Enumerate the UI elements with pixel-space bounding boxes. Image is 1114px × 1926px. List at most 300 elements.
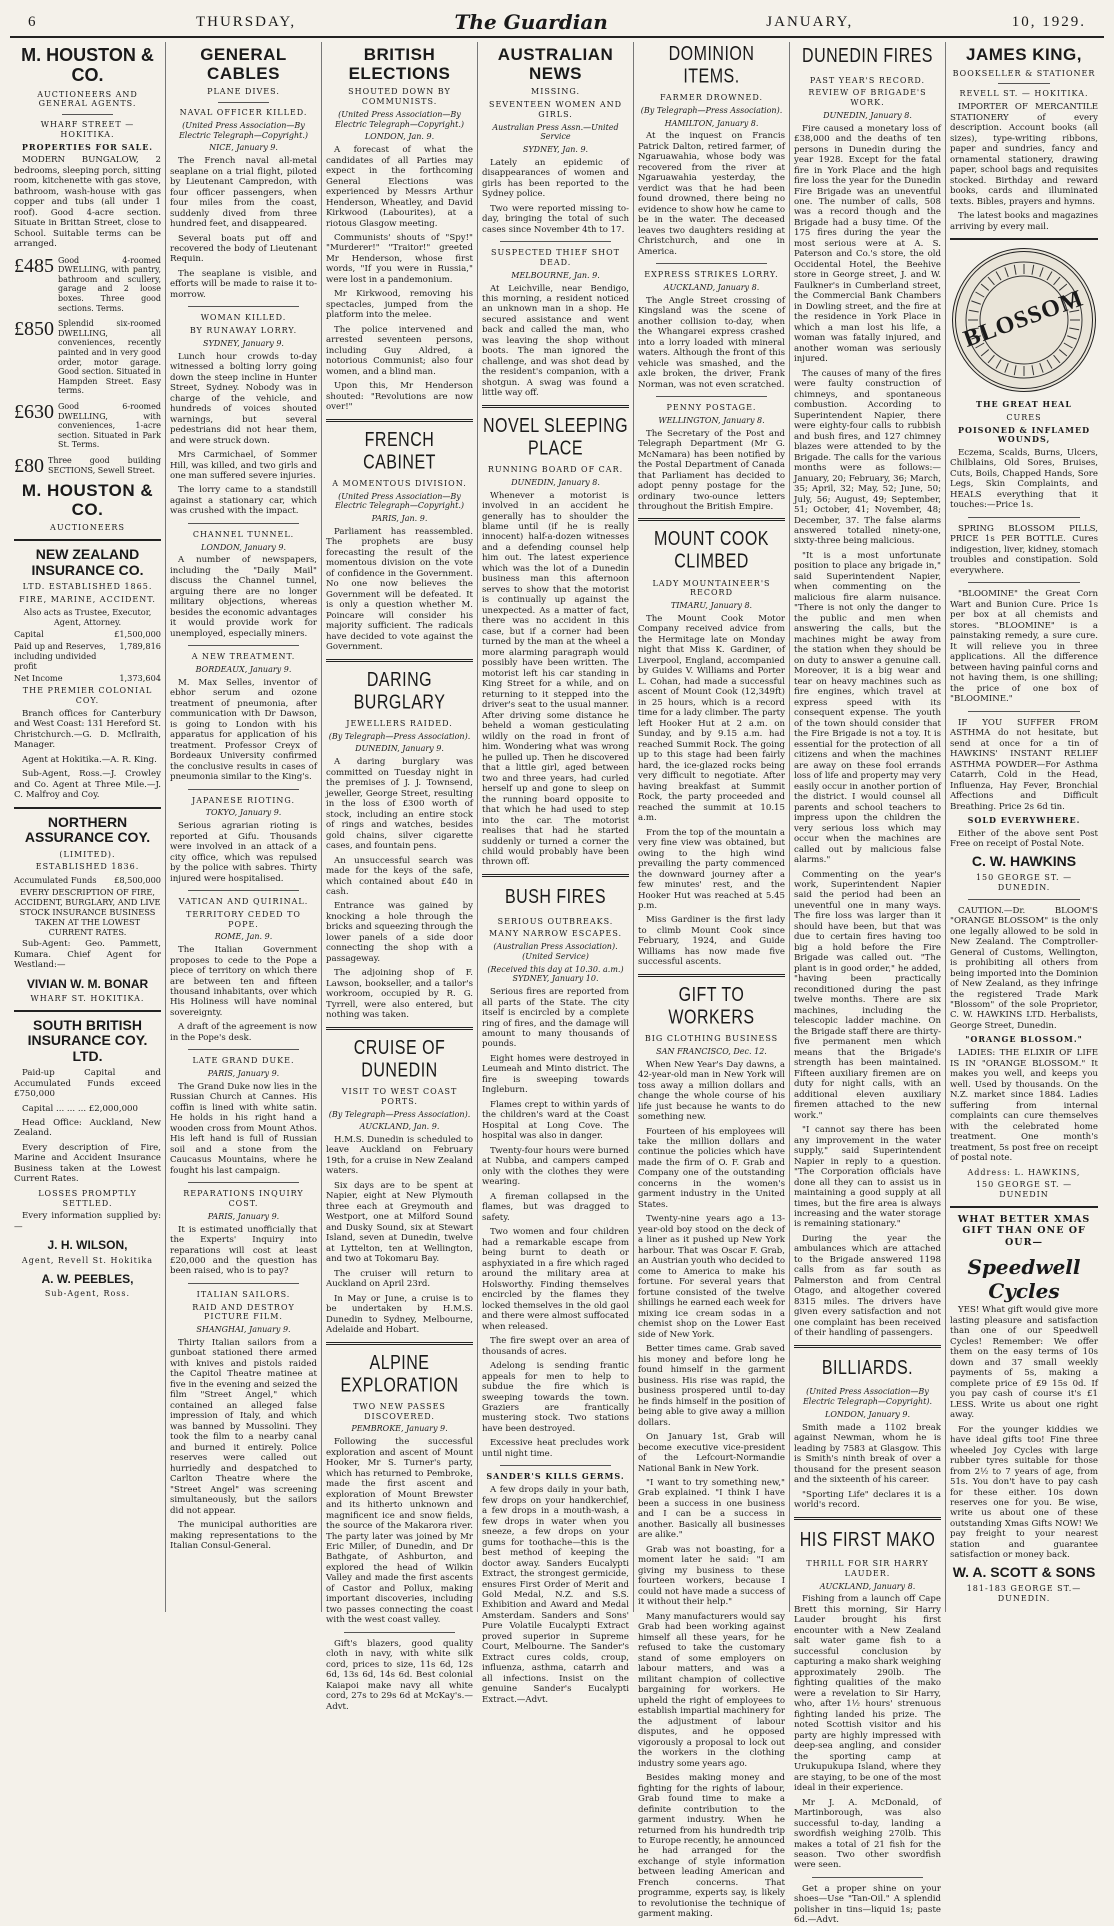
paragraph: Whenever a motorist is involved in an accident he generally has to shoulder the blame until (if he is really innocent) half-a-dozen witnesses and a defending counsel help him out. The latest experience which was the lot of a Dunedin business man this afternoon serves to show that the motorist is continually up against the unexpected. As a matter of fact, there was no accident in this case, but if a corner had been turned by the man at the wheel a more alarming paragraph would possibly have been written. The motorist left his car standing in King Street for a while, and on returning to it stepped into the driver's seat to the usual manner. After driving some distance he beheld a woman gesticulating wildly on the road in front of him. Wondering what was wrong he pulled up. Then he discovered that a little girl, aged between two and three years, had curled herself up and gone to sleep on the running board opposite to that which he had used to step into the car. The motorist realises that had he started suddenly or turned a corner the child would probably have been thrown off. <box>482 490 629 868</box>
source-line: (United Press Association—By Electric Telegraph—Copyright). <box>802 1387 933 1407</box>
paragraph: Fire caused a monetary loss of £38,000 and the deaths of ten persons in Dunedin during the year 1928. Except for the fatal fire in York Place and the high fire loss the year for the Dunedin Fire Brigade was an uneventful one. The number of calls, 508 was a record though and the Brigade had a busy time. Of the 175 fires during the year the most serious were at A. S. Paterson and Co.'s store, the old Occidental Hotel, the Beehive store in George street, J. and W. Faulkner's in Cumberland street, the Commercial Bank Chambers in Dowling street, and the fire at the residence in York Place in which a man lost his life, a woman was fatally injured, and another woman was seriously injured. <box>794 123 941 365</box>
dateline: DUNEDIN, January 8. <box>511 477 600 487</box>
advertisement: Get a proper shine on your shoes—Use "Tan-Oil." A splendid polisher in tins—liquid 1s; paste 6d.—Advt. <box>794 1883 941 1926</box>
divider <box>500 1465 611 1466</box>
cures: CURES <box>1006 412 1042 422</box>
price-text: Splendid six-roomed DWELLING, all conveniences, recently painted and in very good order, motor garage. Good section. Situated in Hampden Street. Easy terms. <box>58 319 161 396</box>
divider <box>794 1517 941 1520</box>
bungalow-ad: MODERN BUNGALOW, 2 bedrooms, sleeping porch, sitting room, kitchenette with gas stove, bathroom, wash-house with gas copper and tubs (all under 1 roof). Good 4-acre section. Situate in Brittan Street, close to School. Suitable terms can be arranged. <box>14 155 161 250</box>
poisoned: POISONED & INFLAMED WOUNDS, <box>957 424 1091 445</box>
figure-value: 1,789,816 <box>119 641 161 652</box>
seal-ray <box>1069 328 1079 330</box>
paragraph: For the younger kiddies we have ideal gifts too! Fine three wheeled Joy Cycles with large rubber tyres suitable for those from 2½ to 7 years of age, from 51s. You don't have to pay cash for these either. 10s down reserves one for you. Be wise, write us about one of these outstanding Xmas Gifts NOW! We pay freight to your nearest station and guarantee satisfaction or money back. <box>950 1424 1098 1561</box>
agent-1: Agent at Hokitika.—A. R. King. <box>22 754 157 765</box>
paragraph: The Secretary of the Post and Telegraph Department (Mr G. McNamara) has been notified by the Postal Department of Canada that Parliament has decided to adopt penny postage for the ordinary two-ounce letters throughout the British Empire. <box>638 428 785 512</box>
column-3-british-elections <box>322 42 478 1712</box>
paragraph: Thirty Italian sailors from a gunboat stationed there armed with knives and pistols raided the Capitol Theatre matinee at five in the evening and seized the film "Street Angel," which contained an alleged false impression of Italy, and which was banned by Mussolini. They took the film to a nearby canal and burned it entirely. Police reserves were called out hurriedly and despatched to Carlton Theatre where the "Street Angel" was screening simultaneously, but the sailors did not appear. <box>170 1337 317 1516</box>
divider <box>998 83 1050 84</box>
speedwell-title: Speedwell Cycles <box>967 1254 1081 1303</box>
masthead <box>10 8 1104 38</box>
seal-ray <box>1054 355 1060 363</box>
dateline: NICE, January 9. <box>209 143 278 153</box>
paragraph: The Mount Cook Motor Company received advice from the Hermitage late on Monday night that Miss K. Gardiner, of Liverpool, England, accompanied by Guides V. Williams and Porter L. Cohan, had made a successful ascent of Mount Cook (12,349ft) in 25 hours, which is a record time for a lady climber. The party left Hooker Hut at 2 a.m. on Sunday, and by 9.15 a.m. had reached Summit Rock. The going up to this stage had been fairly hard, the ice-glazed rocks being very difficult to negotiate. After having breakfast at Summit Rock, the party proceeded and reached the summit at 10.15 a.m. <box>638 613 785 824</box>
seal-ray <box>996 360 1001 369</box>
headline: BUSH FIRES <box>504 886 606 909</box>
paragraph: "Sporting Life" declares it is a world's record. <box>794 1489 941 1511</box>
divider <box>794 1345 941 1348</box>
seal-word: BLOSSOM <box>960 285 1088 354</box>
paragraph: "It is a most unfortunate position to place any brigade in," said Superintendent Napier, when commenting on the malicious fire alarm nuisance. "There is not only the danger to the public and men when answering the calls, but the machines might be away from the station when they should be on duty to answer a genuine call. Moreover, it is a big wear and tear on heavy machines such as fire engines, which travel at express speed with its consequent expense. The youth of the town should consider that the Fire Brigade is not a toy. It is essential for the protection of all citizens and when the machines are away on these fool errands loss of life and property may very easily occur in another portion of the district. I would counsel all parents and school teachers to impress upon the children the very serious loss which may occur when the machines are called out by malicious false alarms." <box>794 550 941 866</box>
divider <box>14 807 161 809</box>
northern-every: EVERY DESCRIPTION OF FIRE, ACCIDENT, BURGLARY, AND LIVE STOCK INSURANCE BUSINESS TAKEN AT THE LOWEST CURRENT RATES. <box>14 887 161 938</box>
divider <box>14 1010 161 1012</box>
paragraph: SPRING BLOSSOM PILLS, PRICE 1s PER BOTTLE. Cures indigestion, liver, kidney, stomach troubles and constipation. Sold everywhere. <box>950 523 1098 576</box>
paragraph: Better times came. Grab saved his money and before long he found himself in the garment business. His rise was rapid, the business prospered until to-day he finds himself in the position of being able to give away a million dollars. <box>638 1344 785 1428</box>
subhead: REPARATIONS INQUIRY COST. <box>183 1189 304 1209</box>
northern-title: NORTHERN ASSURANCE COY. <box>24 813 151 846</box>
price-ad <box>14 402 161 450</box>
price-ad <box>14 456 161 476</box>
paragraph: Miss Gardiner is the first lady to climb Mount Cook since February, 1924, and Guide Williams has now made five successful ascents. <box>638 915 785 968</box>
paragraph: In May or June, a cruise is to be undertaken by H.M.S. Dunedin to Sydney, Melbourne, Adelaide and Hobart. <box>326 1293 473 1336</box>
dateline: PARIS, January 9. <box>207 1069 280 1079</box>
paragraph: Mrs Carmichael, of Sommer Hill, was killed, and two girls and one man suffered severe injuries. <box>170 450 317 481</box>
price-amount: £850 <box>14 318 54 341</box>
paragraph: IF YOU SUFFER FROM ASTHMA do not hesitate, but send at once for a tin of HAWKINS' INSTANT RELIEF ASTHMA POWDER—For Asthma Catarrh, Cold in the Head, Influenza, Hay Fever, Bronchial Affections and Difficult Breathing. Price 2s 6d tin. <box>950 717 1098 812</box>
address-line: 150 GEORGE ST. — DUNEDIN <box>975 1180 1073 1200</box>
premier: THE PREMIER COLONIAL COY. <box>22 686 153 706</box>
price-text: Good 4-roomed DWELLING, with pantry, bathroom and scullery, garage and 2 loose boxes. Three good sections. Terms. <box>58 255 161 313</box>
gift-line: WHAT BETTER XMAS GIFT THAN ONE OF OUR— <box>957 1213 1091 1248</box>
subhead: BIG CLOTHING BUSINESS <box>644 1034 779 1044</box>
subhead: THRILL FOR SIR HARRY LAUDER. <box>806 1559 929 1578</box>
seal-ray <box>1032 265 1034 275</box>
paragraph: Communists' shouts of "Spy!" "Murderer!" "Traitor!" greeted Mr Henderson, whose first words, "If you were in Russia," were lost in a pandemonium. <box>326 233 473 285</box>
divider <box>638 518 785 521</box>
nzi-acts: Also acts as Trustee, Executor, Agent, Attorney. <box>23 607 152 628</box>
dateline: PEMBROKE, January 9. <box>351 1424 448 1434</box>
paragraph: Mr J. A. McDonald, of Martinborough, was also successful to-day, landing a swordfish weighing 270lb. This makes a total of 21 fish for the season. Two other swordfish were seen. <box>794 1797 941 1871</box>
dateline: SHANGHAI, January 9. <box>196 1325 291 1335</box>
paragraph: An unsuccessful search was made for the keys of the safe, which contained about £40 in cash. <box>326 855 473 897</box>
subhead: VISIT TO WEST COAST PORTS. <box>341 1087 458 1106</box>
divider <box>968 582 1080 583</box>
seal-ray <box>1067 336 1076 339</box>
paragraph: Serious fires are reported from all parts of the State. The city itself is encircled by a complete ring of fires, and the damage will amount to many thousands of pounds. <box>482 987 629 1050</box>
divider <box>188 789 299 790</box>
column-5-dominion-items <box>634 42 790 1920</box>
headline: MOUNT COOK CLIMBED <box>654 529 769 573</box>
price-amount: £80 <box>14 454 44 477</box>
paragraph: Lunch hour crowds to-day witnessed a bolting lorry going down the steep incline in Hunter Street, Sydney. Nobody was in charge of the vehicle, and hundreds of voices shouted warnings, but several pedestrians did not hear them, and were struck down. <box>170 351 317 446</box>
seal-ray <box>981 350 989 356</box>
orange-blossom: "ORANGE BLOSSOM." <box>965 1034 1083 1045</box>
headline: BILLIARDS. <box>821 1357 914 1379</box>
divider <box>188 1283 299 1284</box>
figure-row <box>14 875 161 885</box>
paragraph: "I cannot say there has been any improvement in the water supply," said Superintendent Napier in reply to a question. "The Corporation officials have done all they can to assist us in maintaining a good supply at all times, but the fire area is always increasing and the water storage is remaining stationary." <box>794 1125 941 1230</box>
dateline: BORDEAUX, January 9. <box>195 665 292 675</box>
address-line: Address: L. HAWKINS, <box>967 1167 1081 1177</box>
dateline: HAMILTON, January 8. <box>664 118 759 128</box>
king-address: REVELL ST. — HOKITIKA. <box>959 89 1089 99</box>
paragraph: Eczema, Scalds, Burns, Ulcers, Chilblains, Old Sores, Bruises, Cuts, Boils, Chapped Hands, Sore Legs, Skin Complaints, and HEALS everything that it touches:—Price 1s. <box>950 448 1098 511</box>
dateline: SYDNEY, Jan. 9. <box>522 145 589 155</box>
paper-name: The Guardian <box>454 10 608 34</box>
sbi-title: SOUTH BRITISH INSURANCE COY. LTD. <box>27 1016 148 1064</box>
subhead: SUSPECTED THIEF SHOT DEAD. <box>491 248 620 268</box>
source-line: (United Press Association—By Electric Telegraph—Copyright.) <box>178 120 309 140</box>
paragraph: Several boats put off and recovered the body of Lieutenant Requin. <box>170 233 317 265</box>
divider <box>482 874 629 877</box>
houston-title: M. HOUSTON & CO. <box>21 45 154 85</box>
divider <box>326 1027 473 1030</box>
dateline: TOKYO, January 9. <box>205 808 282 818</box>
seal-ray <box>1047 360 1052 369</box>
dateline: AUCKLAND, January 8. <box>819 1581 916 1591</box>
divider <box>218 102 269 103</box>
northern-est: ESTABLISHED 1836. <box>35 862 140 872</box>
paragraph: Besides making money and fighting for the rights of labour, Grab found time to make a definite contribution to the garment industry. When he returned from his hundredth trip to Europe recently, he announced he had arranged for the exchange of style information between leading American and French concerns. That programme, experts say, is likely to revolutionise the technique of garment making. <box>638 1773 785 1920</box>
dateline: PARIS, Jan. 9. <box>371 514 428 524</box>
source-line: (Australian Press Association). (United Service) <box>493 942 618 961</box>
advertisement: Gift's blazers, good quality cloth in navy, with white silk cord, prices to size, 11s 6d, 12s 6d, 13s 6d, 14s 6d. Best colonial Kaiapoi make navy all white cord, 27s to 29s 6d at McKay's.—Advt. <box>326 1638 473 1712</box>
subhead: PENNY POSTAGE. <box>666 403 757 413</box>
dateline: MELBOURNE, Jan. 9. <box>511 270 600 280</box>
paragraph: The adjoining shop of F. Lawson, bookseller, and a tailor's workroom, occupied by R. G. Tyrrell, were also entered, but nothing was taken. <box>326 968 473 1021</box>
figure-label: Capital <box>14 629 44 640</box>
paragraph: Upon this, Mr Henderson shouted: "Revolutions are now over!" <box>326 381 473 413</box>
seal-ray <box>1040 363 1043 372</box>
houston-title-2: M. HOUSTON & CO. <box>21 480 154 519</box>
column-1-ads <box>10 42 166 1612</box>
paragraph: Serious agrarian rioting is reported at Gifu. Thousands were involved in an attack of a city office, which was repulsed by the police with sabres. Thirty injured were hospitalised. <box>170 821 317 884</box>
dateline: DUNEDIN, January 9. <box>355 744 444 754</box>
headline: HIS FIRST MAKO <box>799 1529 936 1551</box>
subhead: MANY NARROW ESCAPES. <box>488 929 623 939</box>
columns <box>10 42 1104 1926</box>
nzi-title: NEW ZEALAND INSURANCE CO. <box>31 546 144 578</box>
paragraph: "I want to try something new," Grab explained. "I think I have been a success in one business and I can be a success in another. Basically all businesses are alike." <box>638 1478 785 1541</box>
seal-ray <box>1054 277 1060 285</box>
paragraph: On January 1st, Grab will become executive vice-president of the Lefcourt-Normandie National Bank in New York. <box>638 1432 785 1474</box>
paragraph: Smith made a 1102 break against Newman, whom he is leading by 7583 at Glasgow. This is Smith's ninth break of over a thousand for the present season and the sixteenth of his career. <box>794 1422 941 1486</box>
masthead-month: JANUARY, <box>766 13 854 30</box>
paragraph: A number of newspapers, including the "Daily Mail" discuss the Channel tunnel, arguing there are no longer military objections, whereas besides the economic advantages it would provide work for unemployed, especially miners. <box>170 555 317 639</box>
paragraph: At the inquest on Francis Patrick Dalton, retired farmer, of Ngaruawahia, whose body was recovered from the river at Ngaruawahia yesterday, the verdict was that he had been found drowned, there being no evidence to show how he came to be in the water. The deceased leaves two daughters residing at Christchurch, and one in America. <box>638 131 785 257</box>
peebles-address: Sub-Agent, Ross. <box>44 1289 131 1299</box>
paragraph: Adelong is sending frantic appeals for men to help to subdue the fire which is sweeping towards the town. Graziers are frantically mustering stock. Two stations have been destroyed. <box>482 1361 629 1434</box>
paragraph: The cruiser will return to Auckland on April 23rd. <box>326 1268 473 1290</box>
divider <box>14 539 161 541</box>
dateline: AUCKLAND, January 8. <box>663 283 760 292</box>
divider <box>950 1206 1098 1208</box>
paragraph: Flames crept to within yards of the children's ward at the Coast Hospital at Long Cove. The hospital was also in danger. <box>482 1099 629 1142</box>
paragraph: YES! What gift would give more lasting pleasure and satisfaction than one of our Speedwell Cycles! Remember: We offer them on the easy terms of 10s down and 37 small weekly payments of 5s, making a complete price of £9 15s 0d. If you pay cash of course it's £1 LESS. Write us about one right away. <box>950 1305 1098 1421</box>
divider <box>638 974 785 977</box>
paragraph: A fireman collapsed in the flames, but was dragged to safety. <box>482 1191 629 1223</box>
dateline: SYDNEY, January 9. <box>203 338 284 348</box>
dateline: TIMARU, January 8. <box>670 601 753 611</box>
column-2-general-cables <box>166 42 322 1612</box>
headline: FRENCH CABINET <box>363 429 436 473</box>
king-paragraph: The latest books and magazines arriving by every mail. <box>950 211 1098 232</box>
seal-ray <box>988 277 994 285</box>
subhead: LATE GRAND DUKE. <box>192 1056 295 1066</box>
figure-value: 1,373,604 <box>119 673 161 684</box>
figure-label: Net Income <box>14 673 63 684</box>
masthead-date: 10, 1929. <box>1011 13 1086 30</box>
headline: GIFT TO WORKERS <box>668 984 755 1028</box>
houston-sub: AUCTIONEERS AND GENERAL AGENTS. <box>37 89 138 109</box>
divider <box>62 114 113 115</box>
paragraph: Fishing from a launch off Cape Brett this morning, Sir Harry Lauder brought his first encounter with a New Zealand salt water game fish to a successful conclusion by capturing a mako shark weighing approximately 290lb. The fighting qualities of the mako were a revelation to Sir Harry, who, after 1½ hours' strenuous fighting landed his prize. The noted Scottish visitor and his party are highly impressed with deep-sea angling, and consider the sporting camp at Urukupukupa Island, where they are staying, to be one of the most ideal in their experience. <box>794 1594 941 1794</box>
subhead: SHOUTED DOWN BY COMMUNISTS. <box>348 87 451 107</box>
dateline: LONDON, January 9. <box>201 542 286 552</box>
paragraph: A forecast of what the candidates of all Parties may expect in the forthcoming General Elections was experienced by Messrs Arthur Henderson, Wheatley, and David Kirkwood (Labourites), at a riotous Glasgow meeting. <box>326 145 473 229</box>
subhead: RUNNING BOARD OF CAR. <box>487 465 624 475</box>
dateline: DUNEDIN, January 8. <box>823 110 912 120</box>
source-line: Australian Press Assn.—United Service <box>492 122 619 142</box>
subhead: FARMER DROWNED. <box>660 93 763 103</box>
figure-value: £8,500,000 <box>114 875 161 886</box>
seal-ray <box>1005 267 1008 276</box>
seal-ray <box>996 272 1001 281</box>
paragraph: From the top of the mountain a very fine view was obtained, but owing to the high wind prevailing the party commenced the downward journey after a few minutes' rest, and the Hooker Hut was reached at 5.45 p.m. <box>638 827 785 911</box>
subhead: TERRITORY CEDED TO POPE. <box>186 909 301 929</box>
king-paragraph: IMPORTER OF MERCANTILE STATIONERY of every description. Account books (all sizes), type-writing ribbons, paper and sundries, fancy and ornamental stationery, drawing paper, school bags and requisites stocked. Birthday and reward books, cards and illuminated texts. Bibles, prayers and hymns. <box>950 102 1098 207</box>
paragraph: At Leichville, near Bendigo, this morning, a resident noticed an unknown man in a shop. He secured assistance and went back and called the man, who was leaving the shop without boots. The man ignored the challenge, and was shot dead by the resident's companion, with a shotgun. A swag was found a little way off. <box>482 283 629 399</box>
paragraph: "BLOOMINE" the Great Corn Wart and Bunion Cure. Price 1s per box at all chemists and stores. "BLOOMINE" is a painstaking remedy, a sure cure. It will relieve you in three applications. All the difference between having painful corns and not having them, is one shilling; the price of one box of "BLOOMINE." <box>950 589 1098 705</box>
subhead: SERIOUS OUTBREAKS. <box>497 916 614 926</box>
subhead: SEVENTEEN WOMEN AND GIRLS. <box>488 100 623 119</box>
blossom-seal-image <box>952 248 1096 392</box>
headline: DARING BURGLARY <box>353 669 446 713</box>
divider <box>812 1877 923 1878</box>
seal-ray <box>971 301 980 304</box>
seal-ray <box>1014 265 1016 275</box>
seal-ray <box>1014 365 1016 375</box>
divider <box>326 659 473 662</box>
divider <box>188 306 299 307</box>
divider <box>188 523 299 524</box>
divider <box>188 1049 299 1050</box>
nzi-kinds: FIRE, MARINE, ACCIDENT. <box>19 594 156 604</box>
column-6-dunedin-fires <box>790 42 946 1926</box>
price-ad <box>14 319 161 396</box>
branch: Branch offices for Canterbury and West Coast: 131 Hereford St. Christchurch.—G. D. McIlraith, Manager. <box>14 708 161 751</box>
info: Every information supplied by:— <box>14 1211 161 1232</box>
subhead: LADY MOUNTAINEER'S RECORD <box>652 578 771 598</box>
dateline: AUCKLAND, Jan. 9. <box>359 1122 440 1132</box>
paragraph: Commenting on the year's work, Superintendent Napier said the period had been an uneventful one in many ways. The fire loss was larger than it should have been, but that was due to certain fires having too big a hold before the Fire Brigade was called out. "The plant is in good order," he added, "having been practically reconditioned during the past twelve months. There are six machines, including the telescopic ladder machine. On the Brigade staff there are thirty-five permanent men which means that the Brigade's strength has been maintained. Fifteen auxiliary firemen are on duty for night calls, with an additional eleven auxiliary firemen attached to the new work." <box>794 869 941 1121</box>
paragraph: When New Year's Day dawns, a 42-year-old man in New York will toss away a million dollars and change the whole course of his life just because he wants to do something new. <box>638 1059 785 1123</box>
divider <box>326 419 473 422</box>
divider <box>188 1182 299 1183</box>
nzi-sub: LTD. ESTABLISHED 1865. <box>22 581 153 591</box>
paragraph: M. Max Selles, inventor of ebhor serum and ozone treatment of pneumonia, after communication with Dr Dawson, is going to London with his apparatus for application of his treatment. Professor Creyx of Bordeaux University confirmed the conclusive results in cases of pneumonia similar to the King's. <box>170 677 317 783</box>
paragraph: Twenty-four hours were burned at Nubba, and campers camped only with the clothes they were wearing. <box>482 1145 629 1188</box>
sbi-paid: Paid-up Capital and Accumulated Funds exceed £750,000 <box>14 1068 161 1100</box>
divider <box>188 890 299 891</box>
paragraph: The Grand Duke now lies in the Russian Church at Cannes. His coffin is lined with white satin. He holds in his right hand a wooden cross from Mount Athos. His left hand is full of Russian soil and a stone from the Caucasus Mountains, where he fought his last campaign. <box>170 1081 317 1176</box>
scott-title: W. A. SCOTT & SONS <box>952 1563 1096 1580</box>
headline: DOMINION ITEMS. <box>668 43 755 87</box>
headline: NOVEL SLEEPING PLACE <box>482 415 629 459</box>
seal-ray <box>1032 365 1034 375</box>
vivian-name: VIVIAN W. M. BONAR <box>26 976 149 991</box>
houston-sub-2: AUCTIONEERS <box>50 523 125 533</box>
subhead: A NEW TREATMENT. <box>191 652 296 662</box>
paragraph: Following the successful exploration and ascent of Mount Hooker, Mr S. Turner's party, which has returned to Pembroke, made the first ascent and exploration of Mount Brewster and its hitherto unknown and magnificent ice and snow fields, the source of the Makarora river. The party later was joined by Mr Eric Miller, of Dunedin, and Dr Bathgate, of Ashburton, and explored the head of Wilkin Valley and made the first ascents of Castor and Pollux, making important discoveries, including two passes connecting the coast with the west coast valley. <box>326 1437 473 1626</box>
paragraph: Twenty-nine years ago a 13-year-old boy stood on the deck of a liner as it pushed up New York harbour. That was Oscar F. Grab, an Austrian youth who decided to come to America to make his fortune. For several years that fortune consisted of the twelve shillings he earned each week for mixing ice cream sodas in a chemist shop on the Lower East side of New York. <box>638 1214 785 1340</box>
subhead: VATICAN AND QUIRINAL. <box>178 897 309 907</box>
subhead: NAVAL OFFICER KILLED. <box>179 108 308 118</box>
figure-row <box>14 673 161 683</box>
dateline: LONDON, Jan. 9. <box>364 132 435 142</box>
paragraph: The causes of many of the fires were faulty construction of chimneys, and spontaneous combustion. According to Superintendent Napier, there were eighty-four calls to rubbish and bush fires, and 127 chimney blazes were attended to by the Brigade. The calls for the various months were as follows:—January, 20; February, 36; March, 35; April, 32; May, 52; June, 50; July, 56; August, 49; September, 51; October, 41; November, 48; December, 37. The false alarms answered totalled ninety-one, sixty-three being malicious. <box>794 368 941 547</box>
vivian-address: WHARF ST. HOKITIKA. <box>30 994 145 1004</box>
sbi-every: Every description of Fire, Marine and Accident Insurance Business taken at the Lowest Current Rates. <box>14 1142 161 1185</box>
sold-everywhere: SOLD EVERYWHERE. <box>967 815 1081 826</box>
paragraph: The Italian Government proposes to cede to the Pope a piece of territory on which there are between ten and fifteen thousand inhabitants, over which His Holiness will have nominal sovereignty. <box>170 945 317 1018</box>
figure-row <box>14 629 161 639</box>
paragraph: A draft of the agreement is now in the Pope's desk. <box>170 1022 317 1043</box>
paragraph: The fire swept over an area of thousands of acres. <box>482 1336 629 1357</box>
paragraph: Six days are to be spent at Napier, eight at New Plymouth three each at Greymouth and Westport, one at Milford Sound and Dusky Sound, six at Stewart Island, seven at Dunedin, twelve at Lyttelton, ten at Wellington, and two at Tokomaru Bay. <box>326 1180 473 1265</box>
sbi-capital: Capital ... ... ... £2,000,000 <box>22 1103 138 1114</box>
houston-address: WHARF STREET — HOKITIKA. <box>40 120 135 139</box>
paragraph: The police intervened and arrested seventeen persons, including Guy Aldred, a notorious Communist; also four women, and a blind man. <box>326 324 473 377</box>
hawkins-title: C. W. HAWKINS <box>971 852 1077 869</box>
divider <box>968 517 1080 518</box>
subhead: JEWELLERS RAIDED. <box>346 718 453 728</box>
divider <box>656 396 767 397</box>
paragraph: Many manufacturers would say Grab had been working against himself all these years, for he refused to take the customary stand of some employers on labour matters, and was a militant champion of collective bargaining for workers. He upheld the right of employees to establish impartial machinery for the adjustment of labour disputes, and he opposed vigorously a proposal to lock out the workers in the clothing industry some years ago. <box>638 1611 785 1769</box>
source-line: (By Telegraph—Press Association). <box>328 731 471 741</box>
subhead: MISSING. <box>531 87 580 97</box>
paragraph: Either of the above sent Post Free on receipt of Postal Note. <box>950 828 1098 850</box>
subhead: RAID AND DESTROY PICTURE FILM. <box>192 1302 295 1322</box>
masthead-day: THURSDAY, <box>195 13 297 30</box>
price-amount: £485 <box>14 254 54 277</box>
advertisement: A few drops daily in your bath, few drops on your handkerchief, a few drops in a mouth-wash, a few drops in water when you sneeze, a few drops on your gums for toothache—this is the best method of keeping the doctor away. Sanders Eucalypti Extract, the strongest germicide, ensures First Order of Merit and Gold Medal, N.Z. and S.S. Exhibition and Award and Medal Amsterdam. Sanders and Sons' Pure Volatile Eucalypti Extract proved superior in Supreme Court, Melbourne. The Sander's Extract cures colds, croup, influenza, asthma, catarrh and all infections. Insist on the genuine Sander's Eucalypti Extract.—Advt. <box>482 1485 629 1705</box>
page-number: 6 <box>28 13 38 30</box>
subhead: CHANNEL TUNNEL. <box>192 529 295 539</box>
column-7-ads <box>946 42 1102 1612</box>
source-line: (By Telegraph—Press Association). <box>328 1109 471 1119</box>
subhead: JAPANESE RIOTING. <box>192 795 295 805</box>
paragraph: Two women and four children had a remarkable escape from being burnt to death or asphyxiated in a fire which raged around the military area at Holsworthy. Finding themselves encircled by the flames they locked themselves in the old gaol and there were almost suffocated when released. <box>482 1227 629 1332</box>
seal-ray <box>969 310 979 312</box>
headline: DUNEDIN FIRES <box>802 45 933 68</box>
seal-ray <box>1040 267 1043 276</box>
paragraph: Two were reported missing to-day, bringing the total of such cases since November 4th to 17. <box>482 203 629 235</box>
seal-ray <box>1047 272 1052 281</box>
subhead: PAST YEAR'S RECORD. <box>809 75 926 85</box>
seal-band: THE GREAT HEAL <box>976 399 1072 409</box>
subhead: PLANE DIVES. <box>207 87 280 97</box>
paragraph: It is estimated unofficially that the Experts' Inquiry into reparations will cost at least £20,000 and the question has been raised, who is to pay? <box>170 1224 317 1277</box>
subhead: TWO NEW PASSES DISCOVERED. <box>353 1401 446 1421</box>
divider <box>482 405 629 408</box>
losses: LOSSES PROMPTLY SETTLED. <box>38 1188 137 1208</box>
seal-ray <box>1064 343 1073 348</box>
dateline: ROME, Jan. 9. <box>214 932 273 942</box>
paragraph: Entrance was gained by knocking a hole through the bricks and squeezing through the lower panels of a side door connecting the shop with a passageway. <box>326 901 473 964</box>
paragraph: A daring burglary was committed on Tuesday night in the premises of J. J. Townsend, jeweller, George Street, resulting in the loss of £300 worth of stock, including an entire stock of rings and watches, besides gold chains, silver cigarette cases, and fountain pens. <box>326 757 473 852</box>
divider <box>968 899 1080 900</box>
paragraph: CAUTION.—Dr. BLOOM'S "ORANGE BLOSSOM" is the only one legally allowed to be sold in New Zealand. The Comptroller-General of Customs, Wellington, is prohibiting all others from being imported into the Dominion of New Zealand, as they infringe the registered Trade Mark "Blossom" of the sole Proprietor, C. W. HAWKINS LTD. Herbalists, George Street, Dunedin. <box>950 905 1098 1031</box>
divider <box>326 1342 473 1345</box>
paragraph: The municipal authorities are making representations to the Italian Consul-General. <box>170 1520 317 1552</box>
paragraph: Parliament has reassembled. The prophets are busy forecasting the result of the momentous division on the vote of confidence in the Government. No one now believes the Government will be defeated. It is only a question whether M. Poincare will consider his majority sufficient. The radicals have decided to vote against the Government. <box>326 526 473 653</box>
subhead: ITALIAN SAILORS. <box>196 1289 291 1299</box>
price-text: Good 6-roomed DWELLING, with conveniences, 1-acre section. Situated in Park St. Terms. <box>58 402 161 450</box>
dateline: (Received this day at 10.30. a.m.) SYDNEY, January 10. <box>487 964 624 984</box>
seal-ray <box>1059 350 1067 356</box>
sbi-head: Head Office: Auckland, New Zealand. <box>14 1117 161 1139</box>
price-amount: £630 <box>14 401 54 424</box>
paragraph: The Angle Street crossing of Kingsland was the scene of another collision to-day, when the Whangarei express crashed into a lorry loaded with mineral waters. Although the front of this vehicle was smashed, and the axle broken, the driver, Frank Norman, was not even scratched. <box>638 295 785 390</box>
scott-address: 181-183 GEORGE ST.—DUNEDIN. <box>966 1584 1082 1604</box>
paragraph: During the year the ambulances which are attached to the Brigade answered 1198 calls from as far south as Palmerston and from Central Otago, and altogether covered 8315 miles. The drivers have given every satisfaction and not one complaint has been received of their handling of passengers. <box>794 1233 941 1339</box>
divider <box>656 263 767 264</box>
seal-ray <box>1005 363 1008 372</box>
subhead: REVIEW OF BRIGADE'S WORK. <box>808 88 927 108</box>
source-line: (United Press Association—By Electric Telegraph—Copyright.) <box>334 491 465 511</box>
source-line: (By Telegraph—Press Association). <box>640 105 783 115</box>
hawkins-address: 150 GEORGE ST. — DUNEDIN. <box>975 873 1073 892</box>
king-title: JAMES KING, <box>965 45 1083 64</box>
paragraph: H.M.S. Dunedin is scheduled to leave Auckland on February 19th, for a cruise in New Zealand waters. <box>326 1135 473 1177</box>
dateline: SAN FRANCISCO, Dec. 12. <box>656 1046 767 1056</box>
properties-head: PROPERTIES FOR SALE. <box>21 141 154 152</box>
paragraph: Mr Kirkwood, removing his spectacles, jumped from the platform into the melee. <box>326 289 473 321</box>
subhead: BY RUNAWAY LORRY. <box>189 326 298 336</box>
headline: CRUISE OF DUNEDIN <box>353 1037 446 1081</box>
figure-row <box>14 641 161 671</box>
subhead: EXPRESS STRIKES LORRY. <box>644 270 779 280</box>
wilson-name: J. H. WILSON, <box>47 1238 128 1253</box>
paragraph: The French naval all-metal seaplane on a trial flight, piloted by Lieutenant Campredon, with four officer passengers, when four miles from the coast, suddenly dived from three hundred feet, and disappeared. <box>170 156 317 230</box>
paragraph: LADIES: THE ELIXIR OF LIFE IS IN "ORANGE BLOSSOM." It makes you well, and keeps you well. Used by thousands. On the N.Z. market since 1884. Ladies suffering from internal complaints can cure themselves with the celebrated home treatment. One month's treatment, 5s post free on receipt of postal note. <box>950 1048 1098 1164</box>
headline: GENERAL CABLES <box>200 45 287 83</box>
divider <box>500 241 611 242</box>
divider <box>950 238 1098 240</box>
sub-agent: Sub-Agent: Geo. Pammett, Kumara. Chief Agent for Westland:— <box>14 939 161 971</box>
paragraph: Eight homes were destroyed in Leumeah and Minto district. The fire is sweeping towards Ingleburn. <box>482 1053 629 1096</box>
wilson-address: Agent, Revell St. Hokitika <box>21 1255 154 1265</box>
divider <box>344 1632 455 1633</box>
subhead: A MOMENTOUS DIVISION. <box>332 478 467 488</box>
headline: BRITISH ELECTIONS <box>348 45 451 83</box>
headline: ALPINE EXPLORATION <box>340 1352 459 1396</box>
headline: AUSTRALIAN NEWS <box>497 45 614 83</box>
divider <box>968 711 1080 712</box>
price-text: Three good building SECTIONS, Sewell Street. <box>48 455 161 475</box>
northern-sub: (LIMITED). <box>59 849 116 859</box>
dateline: LONDON, January 9. <box>825 1409 910 1419</box>
figure-value: £1,500,000 <box>114 629 161 640</box>
agent-2: Sub-Agent, Ross.—J. Crowley and Co. Agent at Three Mile.—J. C. Malfroy and Coy. <box>14 769 161 801</box>
figure-label: Accumulated Funds <box>14 875 97 886</box>
peebles-name: A. W. PEEBLES, <box>41 1271 134 1286</box>
dateline: WELLINGTON, January 8. <box>658 415 765 425</box>
paragraph: The lorry came to a standstill against a stationary car, which was crushed with the impact. <box>170 485 317 517</box>
seal-ray <box>988 355 994 363</box>
source-line: (United Press Association—By Electric Telegraph—Copyright.) <box>334 109 465 129</box>
